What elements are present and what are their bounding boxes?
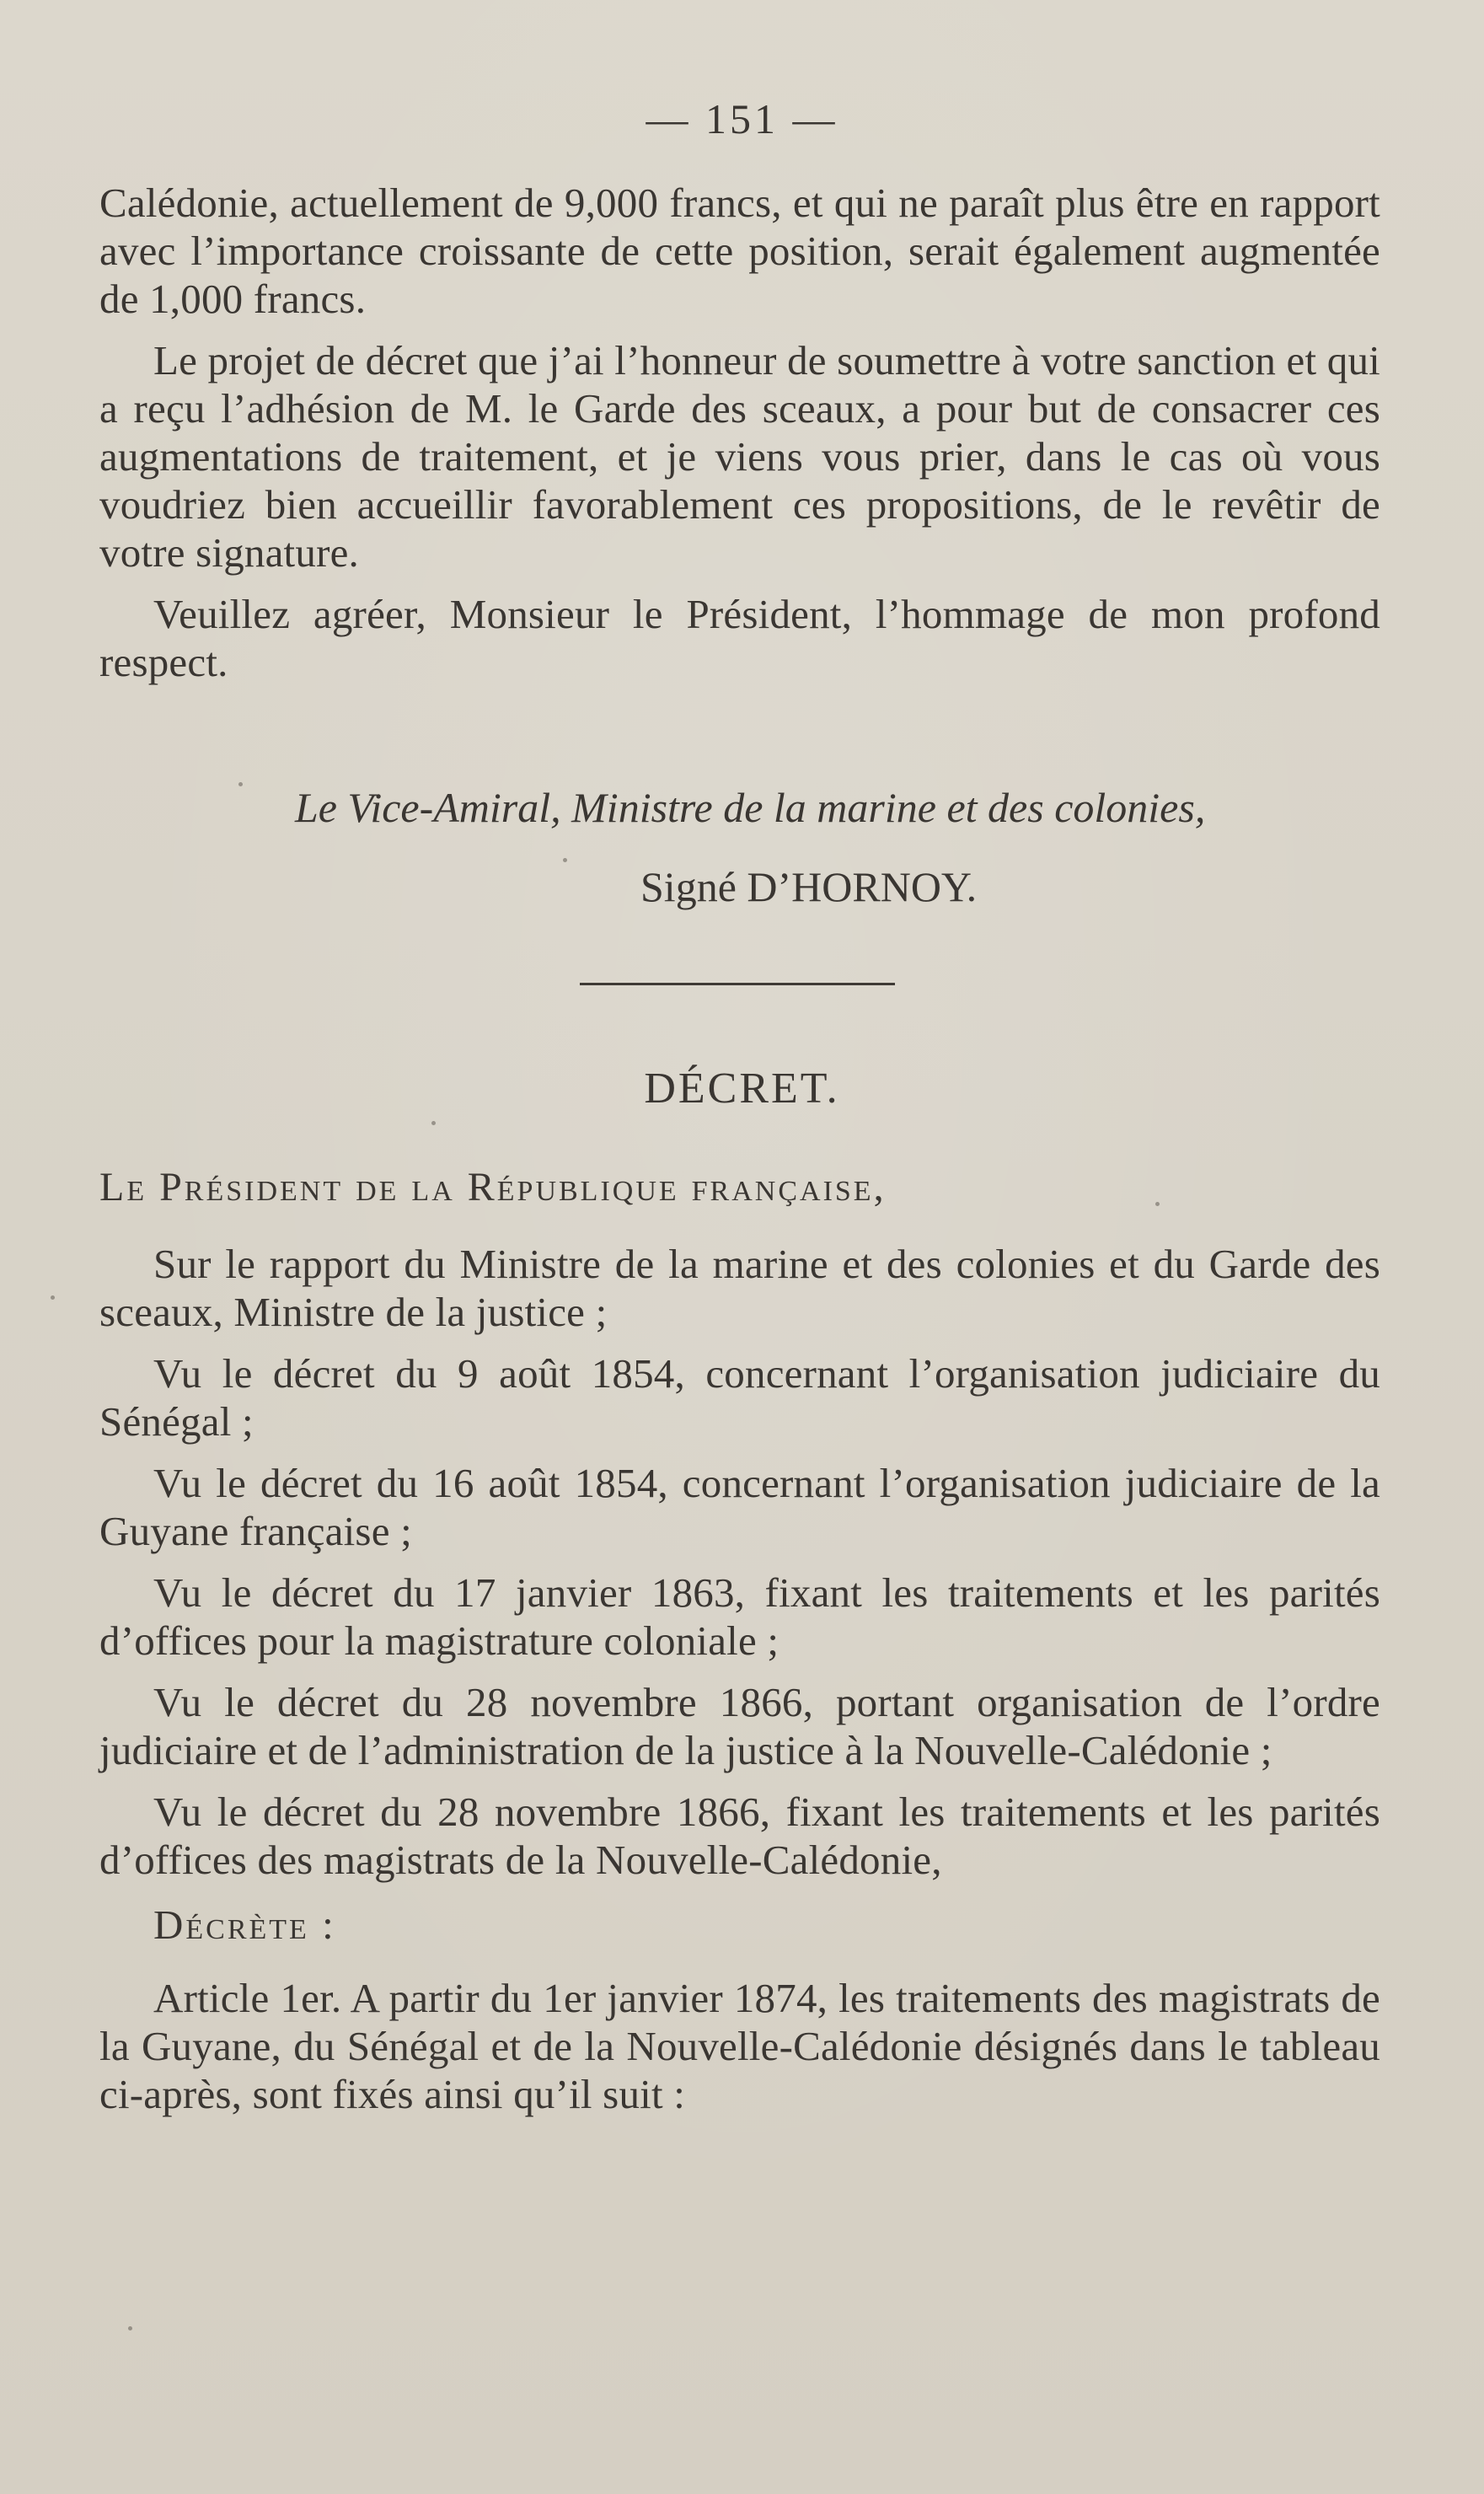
consideration-item: Vu le décret du 16 août 1854, concernant l’organisation judiciaire de la Guyane française ;: [99, 1460, 1380, 1554]
article-one: [99, 1974, 1380, 2118]
paragraph-projet: Le projet de décret que j’ai l’honneur de soumettre à votre sanction et qui a reçu l’adhésion de M. le Garde des sceaux, a pour but de consacrer ces augmentations de traitement, et je viens vous prier, dans le cas où vous voudriez bien accueillir favorablement ces propositions, de le revêtir de votre signature.: [99, 337, 1380, 576]
paper-speck: [563, 858, 567, 862]
consideration-item: Vu le décret du 17 janvier 1863, fixant les traitements et les parités d’offices pour la magistrature coloniale ;: [99, 1569, 1380, 1664]
article-label: Article 1er.: [153, 1975, 342, 2021]
consideration-item: Vu le décret du 28 novembre 1866, fixant les traitements et les parités d’offices des magistrats de la Nouvelle-Calédonie,: [99, 1789, 1380, 1883]
paragraph-continuation: Calédonie, actuellement de 9,000 francs, et qui ne paraît plus être en rapport avec l’importance croissante de cette position, serait également augmentée de 1,000 francs.: [99, 180, 1380, 322]
consideration-item: Vu le décret du 28 novembre 1866, portant organisation de l’ordre judiciaire et de l’administration de la justice à la Nouvelle-Calédonie ;: [99, 1679, 1380, 1773]
decree-heading: DÉCRET.: [644, 1065, 840, 1113]
paper-speck: [1155, 1202, 1160, 1206]
article-text: A partir du 1er janvier 1874, les traitements des magistrats de la Guyane, du Sénégal et de la Nouvelle-Calédonie désignés dans le tableau ci-après, sont fixés ainsi qu’il suit :: [99, 1975, 1380, 2117]
separator-rule: [580, 983, 895, 985]
paper-speck: [431, 1121, 436, 1125]
paper-speck: [128, 2326, 132, 2330]
decree-decrete: Décrète :: [153, 1901, 336, 1948]
paper-speck: [51, 1295, 55, 1300]
paragraph-closing: Veuillez agréer, Monsieur le Président, l’hommage de mon profond respect.: [99, 591, 1380, 685]
page-number: — 151 —: [646, 95, 838, 142]
signature-name: Signé D’HORNOY.: [640, 863, 978, 910]
consideration-item: Sur le rapport du Ministre de la marine et des colonies et du Garde des sceaux, Ministre de la justice ;: [99, 1241, 1380, 1335]
signature-title: Le Vice-Amiral, Ministre de la marine et des colonies,: [295, 784, 1206, 831]
decree-body: [99, 1163, 1380, 2118]
consideration-item: Vu le décret du 9 août 1854, concernant l’organisation judiciaire du Sénégal ;: [99, 1350, 1380, 1445]
paper-speck: [238, 782, 243, 786]
report-body: [99, 179, 1380, 686]
decree-president: Le Président de la République française,: [99, 1165, 887, 1209]
